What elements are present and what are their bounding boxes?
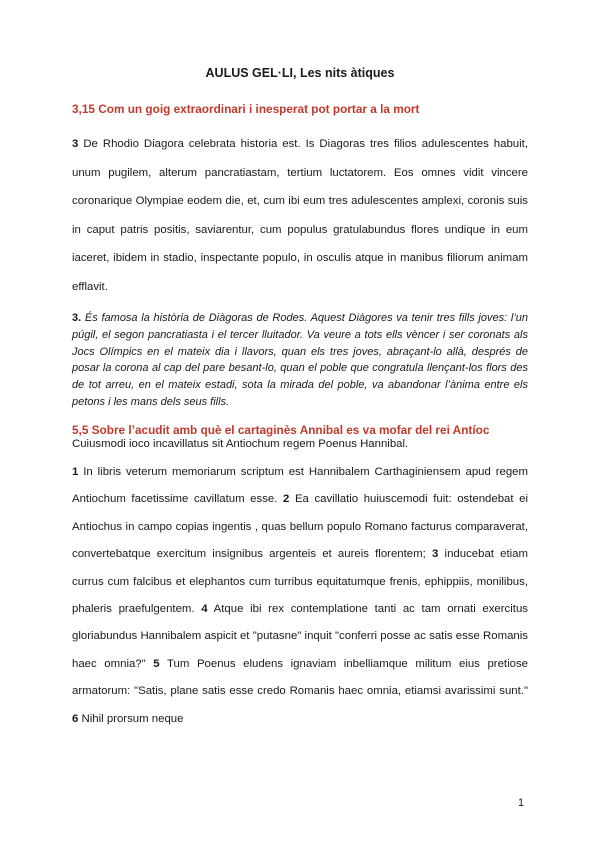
- section2-heading: 5,5 Sobre l’acudit amb què el cartaginès Annibal es va mofar del rei Antíoc: [72, 423, 490, 437]
- document-title: AULUS GEL·LI, Les nits àtiques: [205, 66, 395, 80]
- verse-number: 3: [432, 548, 439, 561]
- verse-number: 4: [201, 603, 208, 616]
- latin-paragraph-number: 3: [72, 138, 79, 150]
- section1-heading: 3,15 Com un goig extraordinari i inesperat pot portar a la mort: [72, 102, 420, 116]
- verse-text: Tum Poenus eludens ignaviam inbelliamque militum eius pretiose armatorum: "Satis, plane satis esse credo Romanis haec omnia, etiamsi avarissimi sunt.": [72, 657, 528, 698]
- verse-number: 2: [283, 493, 290, 506]
- verse-number: 5: [153, 657, 160, 670]
- page-number: 1: [518, 797, 525, 809]
- verse-number: 6: [72, 712, 79, 725]
- translation-paragraph-number: 3.: [72, 312, 82, 324]
- verse-number: 1: [72, 466, 79, 478]
- verse-text: Atque ibi rex contemplatione tanti ac tam ornati exercitus gloriabundus Hannibalem aspicit et "putasne" inquit "conferri posse ac satis esse Romanis haec omnia?": [72, 603, 528, 670]
- section1-translation-paragraph: [72, 310, 528, 411]
- translation-paragraph-text: És famosa la història de Diàgoras de Rodes. Aquest Diàgores va tenir tres fills joves: l’un púgil, el segon pancratiasta i el tercer lluitador. Va veure a tots ells vèncer i ser coronats als Jocs Olímpics en el mateix dia i llavors, quan els tres joves, abraçant-lo allà, després de posar la corona al cap del pare besant-lo, quan el poble que congratula llençant-los flors des de tot arreu, en el mateix estadi, sota la mirada del poble, va abandonar l’ànima entre els petons i les mans dels seus fills.: [72, 312, 529, 408]
- verse-text: Nihil prorsum neque: [81, 712, 184, 725]
- latin-paragraph-text: De Rhodio Diagora celebrata historia est. Is Diagoras tres filios adulescentes habuit, unum pugilem, alterum pancratiastam, tertium luctatorem. Eos omnes vidit vincere coronarique Olympiae eodem die, et, cum ibi eum tres adulescentes amplexi, coronis suis in caput patris positis, saviarentur, cum populus gratulabundus flores undique in eum iaceret, ibidem in stadio, inspectante populo, in osculis atque in manibus filiorum animam efflavit.: [72, 138, 528, 293]
- verse-text: Ea cavillatio huiuscemodi fuit: ostendebat ei Antiochus in campo copias ingentis , quas bellum populo Romano facturus comparaverat, convertebatque exercitum insignibus argenteis et aureis florentem;: [72, 493, 529, 561]
- section2-latin-paragraph: [72, 459, 528, 733]
- verse-text: inducebat etiam currus cum falcibus et elephantos cum turribus equitatumque frenis, ephippiis, monilibus, phaleris praefulgentem.: [72, 548, 529, 616]
- verse-text: In libris veterum memoriarum scriptum est Hannibalem Carthaginiensem apud regem Antiochum facetissime cavillatum esse.: [72, 466, 529, 506]
- section2-intro: Cuiusmodi ioco incavillatus sit Antiochum regem Poenus Hannibal.: [72, 438, 409, 450]
- section1-latin-paragraph: [72, 130, 528, 302]
